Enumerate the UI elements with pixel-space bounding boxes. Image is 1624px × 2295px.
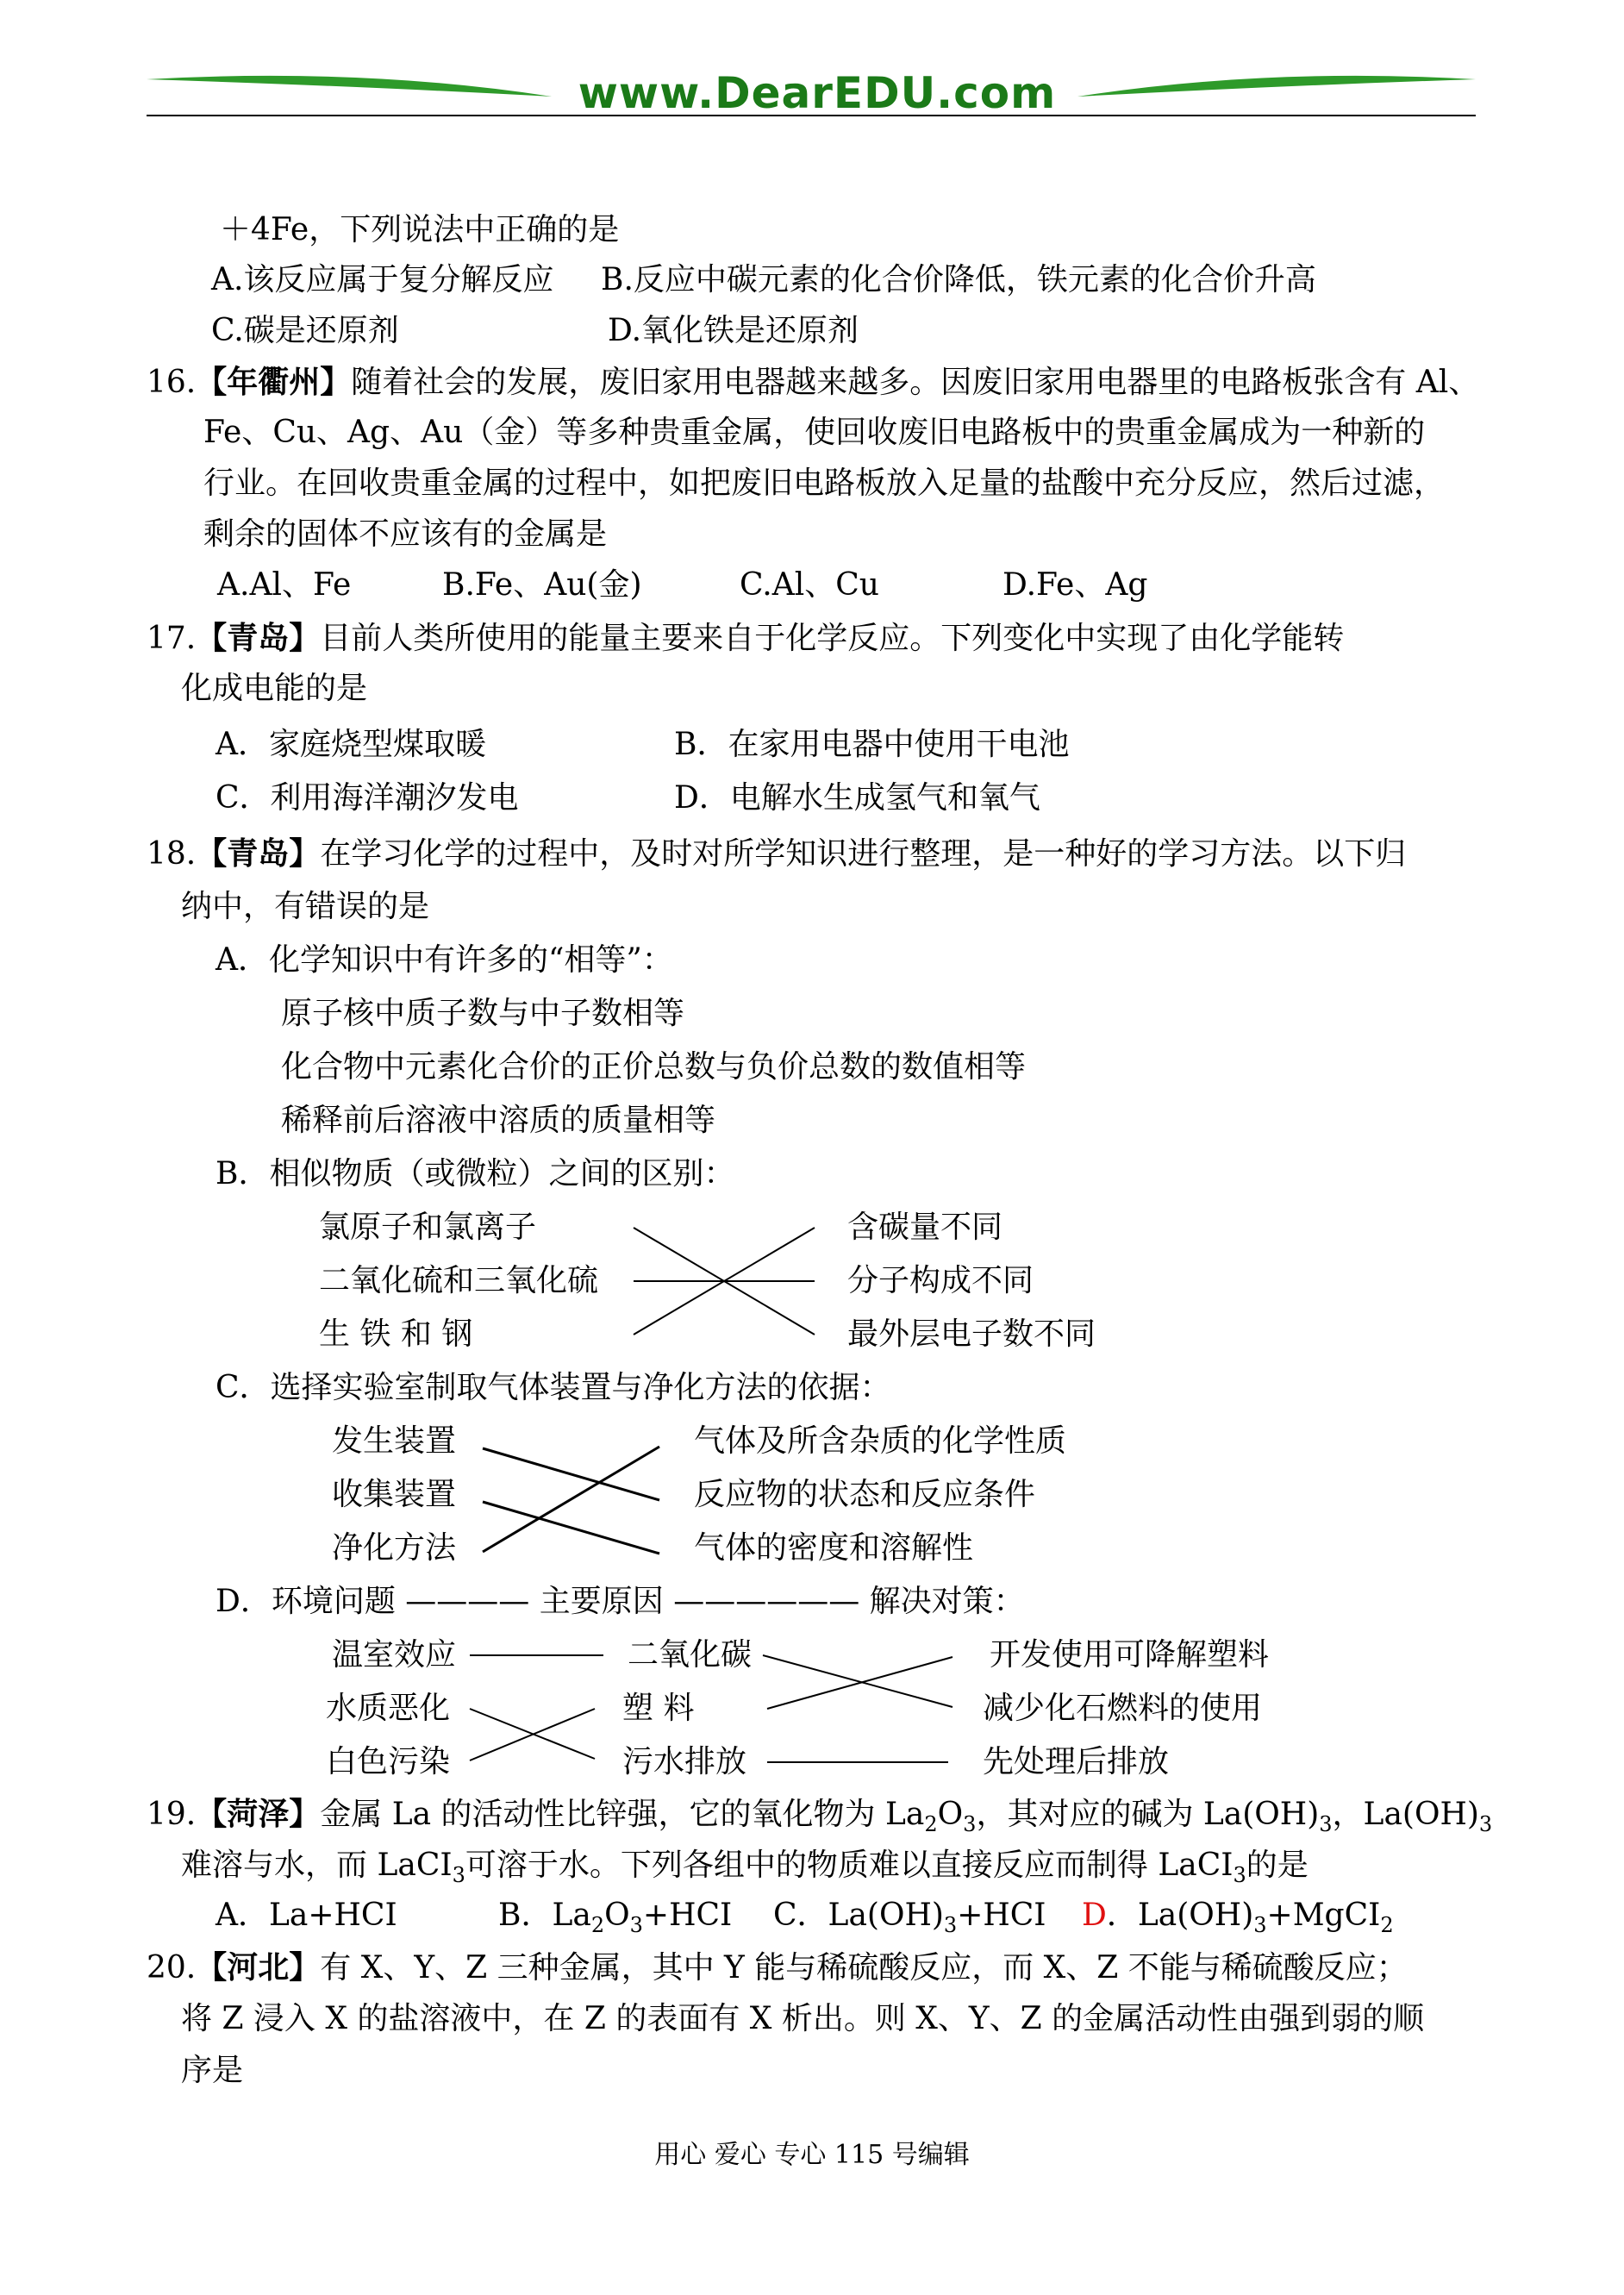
page-footer: 用心 爱心 专心 115 号编辑: [654, 2140, 970, 2170]
connector-line: [483, 1447, 659, 1552]
q18-source-tag: 【青岛】: [196, 835, 321, 872]
q17-text-1: 目前人类所使用的能量主要来自于化学反应。下列变化中实现了由化学能转: [320, 621, 1345, 656]
q18-option-d: D．环境问题 ———— 主要原因 —————— 解决对策：: [215, 1584, 1025, 1619]
q18-c-left-2: 收集装置: [332, 1477, 457, 1512]
q19-number: 19.: [147, 1797, 197, 1832]
q18-d-col2-2: 塑 料: [622, 1691, 695, 1726]
connector-line: [763, 1655, 953, 1707]
q19-text-1c: ，其对应的碱为 La(OH): [976, 1797, 1320, 1832]
q15-option-d: D.氧化铁是还原剂: [608, 313, 859, 348]
q19-option-a: A．La+HCI: [215, 1898, 397, 1933]
subscript: 3: [452, 1863, 465, 1887]
q18-option-c: C．选择实验室制取气体装置与净化方法的依据：: [215, 1370, 891, 1405]
q18-d-col3-3: 先处理后排放: [983, 1744, 1170, 1779]
q19-option-c-text-b: +HCI: [957, 1898, 1046, 1933]
q18-text-1: 在学习化学的过程中，及时对所学知识进行整理，是一种好的学习方法。以下归: [320, 836, 1407, 872]
header-site-url: www.DearEDU.com: [578, 68, 1057, 118]
q19-first-line: [147, 1795, 1492, 1834]
q18-a-item-2: 化合物中元素化合价的正价总数与负价总数的数值相等: [281, 1049, 1027, 1085]
q19-text-2b: 可溶于水。下列各组中的物质难以直接反应而制得 LaCI: [465, 1848, 1234, 1883]
q18-c-right-3: 气体的密度和溶解性: [694, 1530, 974, 1566]
q19-text-1b: O: [937, 1797, 964, 1832]
q19-text-2c: 的是: [1246, 1848, 1309, 1883]
q18-text-2: 纳中，有错误的是: [181, 889, 430, 924]
q18-d-col1-2: 水质恶化: [326, 1691, 451, 1726]
q18-d-col3-2: 减少化石燃料的使用: [983, 1691, 1263, 1726]
q18-b-left-3: 生 铁 和 钢: [319, 1316, 473, 1352]
subscript: 2: [590, 1913, 605, 1937]
q19-option-c-text-a: C．La(OH): [773, 1898, 944, 1933]
q19-option-b: [498, 1897, 732, 1935]
q17-option-b: B．在家用电器中使用干电池: [674, 727, 1070, 762]
subscript: 3: [1253, 1913, 1267, 1937]
q16-option-a: A.Al、Fe: [217, 567, 352, 603]
q19-option-b-text-a: B．La: [498, 1898, 591, 1933]
q17-text-2: 化成电能的是: [181, 671, 368, 706]
q18-b-right-1: 含碳量不同: [847, 1210, 1003, 1245]
q18-option-b: B．相似物质（或微粒）之间的区别：: [215, 1156, 735, 1191]
q16-text-1: 随着社会的发展，废旧家用电器越来越多。因废旧家用电器里的电路板张含有 Al、: [351, 365, 1480, 400]
q15-line1: ＋4Fe，下列说法中正确的是: [220, 212, 620, 247]
subscript: 2: [1380, 1913, 1394, 1937]
q18-d-col2-1: 二氧化碳: [628, 1637, 753, 1673]
q20-text-3: 序是: [181, 2053, 244, 2088]
q19-option-b-text-c: +HCI: [642, 1898, 733, 1933]
q19-option-d-text-b: +MgCI: [1266, 1898, 1381, 1933]
q15-option-b: B.反应中碳元素的化合价降低，铁元素的化合价升高: [601, 262, 1316, 297]
q19-text-1d: ，La(OH): [1332, 1797, 1479, 1832]
q17-source-tag: 【青岛】: [196, 620, 321, 656]
q18-b-left-2: 二氧化硫和三氧化硫: [319, 1263, 599, 1298]
connector-line: [483, 1502, 659, 1554]
q19-text-1a: 金属 La 的活动性比锌强，它的氧化物为 La: [320, 1797, 925, 1832]
q17-number: 17.: [147, 621, 197, 656]
q17-option-c: C．利用海洋潮汐发电: [215, 780, 519, 816]
q18-a-item-1: 原子核中质子数与中子数相等: [281, 996, 685, 1031]
q19-text-2a: 难溶与水，而 LaCI: [181, 1848, 453, 1883]
q16-number: 16.: [147, 365, 197, 400]
subscript: 3: [629, 1913, 643, 1937]
q18-b-right-2: 分子构成不同: [847, 1263, 1034, 1298]
subscript: 3: [1233, 1863, 1246, 1887]
q18-c-right-2: 反应物的状态和反应条件: [694, 1477, 1036, 1512]
q20-first-line: [147, 1948, 1408, 1987]
q19-option-d-letter: D: [1082, 1898, 1107, 1933]
q16-option-b: B.Fe、Au(金): [442, 567, 642, 603]
q16-source-tag: 【年衢州】: [196, 364, 352, 400]
q18-d-col1-1: 温室效应: [332, 1637, 457, 1673]
q20-number: 20.: [147, 1950, 197, 1985]
q15-option-a: A.该反应属于复分解反应: [211, 262, 554, 297]
q16-option-c: C.Al、Cu: [740, 567, 879, 603]
q18-number: 18.: [147, 836, 197, 872]
subscript: 3: [943, 1913, 958, 1937]
q18-option-a: A．化学知识中有许多的“相等”：: [215, 942, 673, 978]
q20-text-2: 将 Z 浸入 X 的盐溶液中，在 Z 的表面有 X 析出。则 X、Y、Z 的金属活动性由强到弱的顺: [181, 2001, 1425, 2036]
q18-d-col3-1: 开发使用可降解塑料: [990, 1637, 1270, 1673]
q16-option-d: D.Fe、Ag: [1003, 567, 1148, 603]
q19-option-b-text-b: O: [604, 1898, 630, 1933]
q17-option-d: D．电解水生成氢气和氧气: [674, 780, 1040, 816]
q20-source-tag: 【河北】: [196, 1949, 321, 1985]
connector-line: [483, 1448, 659, 1500]
q19-option-c: [773, 1897, 1046, 1935]
q16-text-4: 剩余的固体不应该有的金属是: [203, 516, 608, 552]
q18-a-item-3: 稀释前后溶液中溶质的质量相等: [281, 1103, 716, 1138]
q18-d-col1-3: 白色污染: [326, 1744, 451, 1779]
q19-option-d-text-a: ．La(OH): [1106, 1898, 1254, 1933]
q18-c-right-1: 气体及所含杂质的化学性质: [694, 1423, 1067, 1459]
q18-b-left-1: 氯原子和氯离子: [319, 1210, 537, 1245]
q19-source-tag: 【菏泽】: [196, 1796, 321, 1832]
q16-text-3: 行业。在回收贵重金属的过程中，如把废旧电路板放入足量的盐酸中充分反应，然后过滤，: [203, 466, 1446, 501]
q15-option-c: C.碳是还原剂: [211, 313, 399, 348]
q18-c-left-1: 发生装置: [332, 1423, 457, 1459]
q17-option-a: A．家庭烧型煤取暖: [215, 727, 486, 762]
q19-option-d: [1082, 1897, 1394, 1935]
q19-second-line: [181, 1847, 1309, 1885]
q18-b-right-3: 最外层电子数不同: [847, 1316, 1096, 1352]
q20-text-1: 有 X、Y、Z 三种金属，其中 Y 能与稀硫酸反应，而 X、Z 不能与稀硫酸反应；: [320, 1950, 1408, 1985]
subscript: 3: [963, 1812, 977, 1836]
q16-text-2: Fe、Cu、Ag、Au（金）等多种贵重金属，使回收废旧电路板中的贵重金属成为一种新的: [203, 415, 1426, 450]
subscript: 3: [1478, 1812, 1493, 1836]
subscript: 2: [924, 1812, 938, 1836]
subscript: 3: [1319, 1812, 1333, 1836]
q18-c-left-3: 净化方法: [332, 1530, 457, 1566]
q18-d-col2-3: 污水排放: [622, 1744, 747, 1779]
